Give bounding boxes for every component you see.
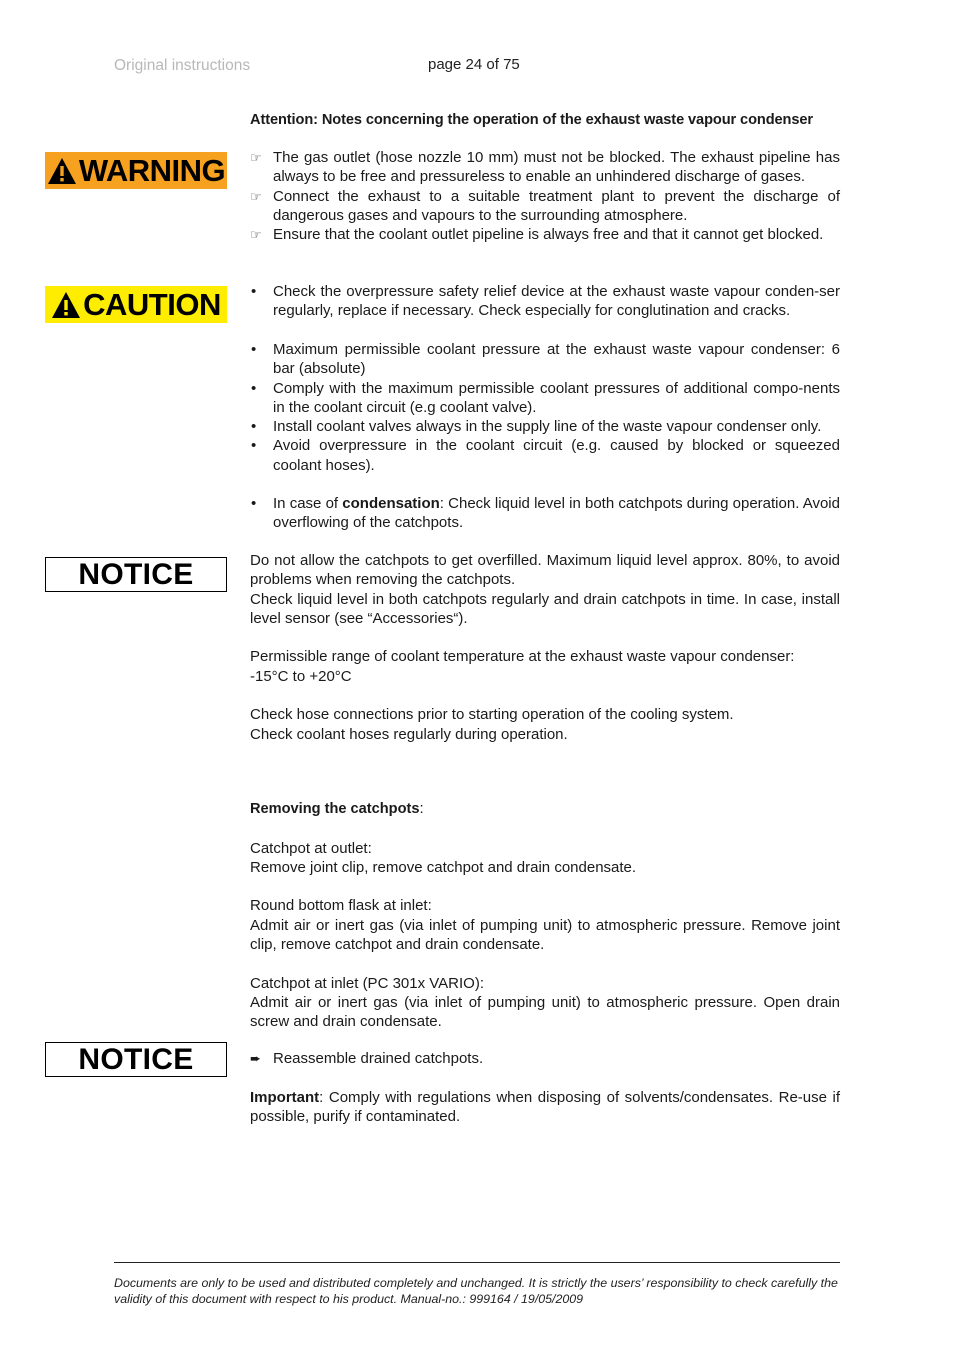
notice-label: NOTICE — [45, 557, 227, 592]
coolant-list — [250, 340, 840, 475]
footer-divider — [114, 1262, 840, 1263]
caution-list — [250, 282, 840, 321]
section-heading: Removing the catchpots: — [250, 800, 424, 817]
paragraph: Check hose connections prior to starting operation of the cooling system. — [250, 706, 734, 724]
pointing-hand-icon: ☞ — [250, 150, 262, 165]
notice-label: NOTICE — [45, 1042, 227, 1077]
list-item: • Avoid overpressure in the coolant circuit (e.g. caused by blocked or squeezed coolant hoses). — [251, 437, 840, 474]
warning-triangle-icon — [51, 291, 81, 319]
paragraph: Important: Comply with regulations when disposing of solvents/condensates. Re-use if possible, purify if contaminated. — [250, 1088, 840, 1125]
list-item: ☞ Ensure that the coolant outlet pipeline is always free and that it cannot get blocked. — [250, 226, 824, 244]
paragraph: Catchpot at inlet (PC 301x VARIO): — [250, 974, 484, 992]
section-title: Attention: Notes concerning the operation of the exhaust waste vapour condenser — [250, 112, 813, 128]
paragraph: -15°C to +20°C — [250, 667, 352, 685]
caution-label — [45, 286, 227, 323]
warning-list — [250, 148, 840, 244]
notice-paragraphs — [250, 551, 840, 744]
list-item: • Check the overpressure safety relief device at the exhaust waste vapour conden-ser regularly, replace if necessary. Check especially for conglutination and cracks. — [251, 283, 840, 320]
condensation-list — [250, 494, 840, 533]
warning-triangle-icon — [47, 157, 77, 185]
paragraph: Round bottom flask at inlet: — [250, 897, 432, 915]
paragraph: Admit air or inert gas (via inlet of pumping unit) to atmospheric pressure. Remove joint clip, remove catchpot and drain condensate. — [250, 916, 840, 954]
pointing-hand-icon: ☞ — [250, 227, 262, 243]
paragraph: Check liquid level in both catchpots regularly and drain catchpots in time. In case, install level sensor (see “Accessories“). — [250, 590, 840, 627]
notice2-section — [250, 1049, 840, 1126]
paragraph: Catchpot at outlet: — [250, 839, 372, 857]
list-item: • In case of condensation: Check liquid level in both catchpots during operation. Avoid overflowing of the catchpots. — [251, 495, 840, 532]
paragraph: Do not allow the catchpots to get overfilled. Maximum liquid level approx. 80%, to avoid problems when removing the catchpots. — [250, 552, 840, 589]
footer-disclaimer: Documents are only to be used and distributed completely and unchanged. It is strictly the users’ responsibility to check carefully the validity of this document with respect to his product. Manual-no.: 999164 / 19/05/2009 — [114, 1276, 838, 1307]
pointing-hand-icon: ☞ — [250, 188, 262, 204]
warning-text: WARNING — [78, 153, 226, 188]
paragraph: Remove joint clip, remove catchpot and drain condensate. — [250, 858, 637, 876]
page-indicator: page 24 of 75 — [428, 56, 520, 73]
arrow-right-icon: ➨ — [250, 1051, 261, 1066]
list-item: ☞ The gas outlet (hose nozzle 10 mm) must not be blocked. The exhaust pipeline has always to be free and pressureless to enable an unhindered discharge of gases. — [250, 149, 840, 186]
caution-text: CAUTION — [83, 287, 221, 322]
list-item: ➨ Reassemble drained catchpots. — [250, 1050, 484, 1067]
list-item: • Comply with the maximum permissible coolant pressures of additional compo-nents in the coolant circuit (e.g coolant valve). — [251, 379, 840, 416]
warning-label — [45, 152, 227, 189]
paragraph: Check coolant hoses regularly during operation. — [250, 725, 568, 743]
removing-section — [250, 799, 840, 1032]
list-item: ☞ Connect the exhaust to a suitable treatment plant to prevent the discharge of dangerous gases and vapours to the surrounding atmosphere. — [250, 187, 840, 224]
header-document-type: Original instructions — [114, 57, 251, 74]
list-item: • Install coolant valves always in the supply line of the waste vapour condenser only. — [251, 418, 822, 436]
paragraph: Permissible range of coolant temperature at the exhaust waste vapour condenser: — [250, 648, 795, 666]
paragraph: Admit air or inert gas (via inlet of pumping unit) to atmospheric pressure. Open drain screw and drain condensate. — [250, 993, 840, 1031]
list-item: • Maximum permissible coolant pressure at the exhaust waste vapour condenser: 6 bar (absolute) — [251, 341, 840, 378]
